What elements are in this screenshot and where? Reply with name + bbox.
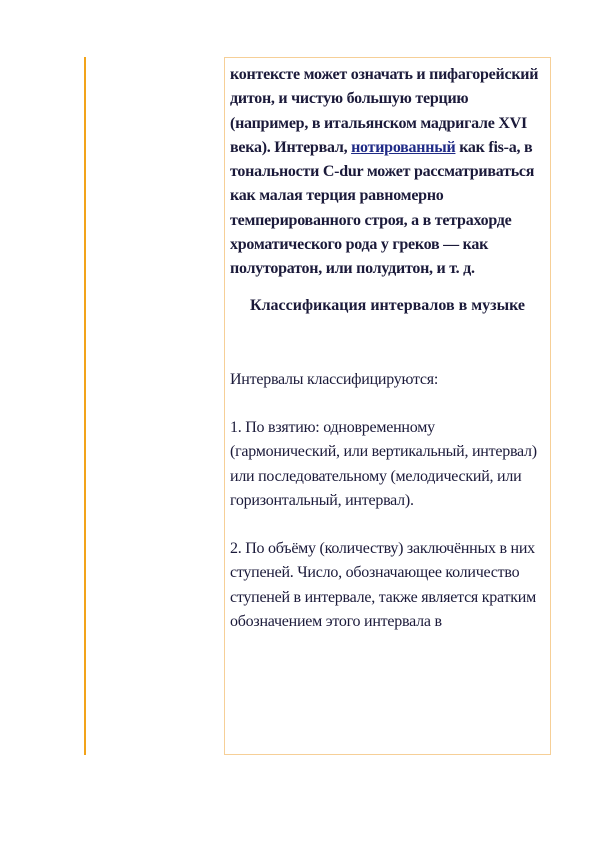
paragraph-by-volume: 2. По объёму (количеству) заключённых в них ступеней. Число, обозначающее количество ступеней в интервале, также является кратким обозначением этого интервала в [230, 540, 536, 631]
spacer [230, 513, 545, 537]
text-frame [224, 57, 551, 755]
spacer [230, 392, 545, 416]
left-margin-rule [84, 57, 86, 755]
link-notated[interactable]: нотированный [351, 138, 456, 156]
paragraph-classification-intro: Интервалы классифицируются: [230, 370, 439, 388]
spacer [230, 318, 545, 368]
paragraph-text-end: как fis-a, в тональности C-dur может рассматриваться как малая терция равномерно темперированного строя, а в тетрахорде хроматического рода у греков — как полуторатон, или полудитон, и т. д. [230, 138, 535, 278]
paragraph-intervals-context [230, 63, 545, 282]
paragraph-text-start: контексте может означать и пифагорейский дитон, и чистую большую терцию (например, в итальянском мадригале XVI века). Интервал, [230, 66, 539, 156]
paragraph-by-taking: 1. По взятию: одновременному (гармонический, или вертикальный, интервал) или последовательному (мелодический, или горизонтальный, интервал). [230, 418, 537, 509]
section-heading: Классификация интервалов в музыке [249, 296, 526, 314]
